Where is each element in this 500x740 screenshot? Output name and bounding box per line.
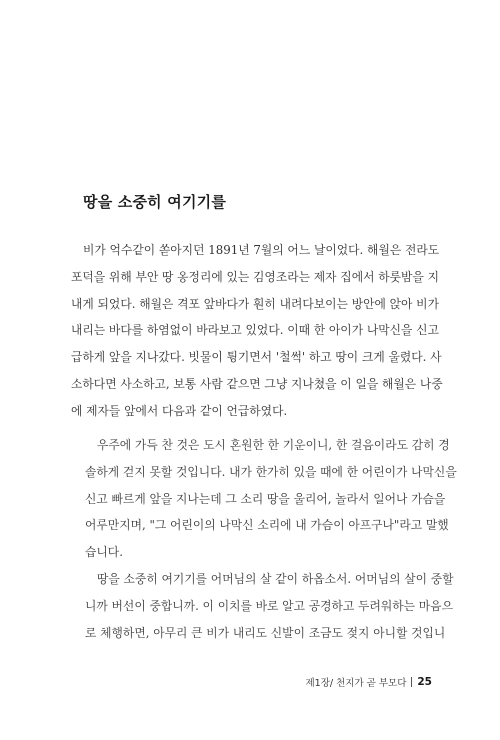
- quoted-passage: [85, 432, 457, 646]
- quote-line: 로 체행하면, 아무리 큰 비가 내리도 신발이 조금도 젖지 아니할 것입니: [85, 625, 446, 640]
- paragraph-line: 소하다면 사소하고, 보통 사람 같으면 그냥 지나쳤을 이 일을 해월은 나중: [71, 376, 443, 391]
- body-paragraph: [71, 237, 443, 425]
- quote-line: 신고 빠르게 앞을 지나는데 그 소리 땅을 울리어, 놀라서 일어나 가슴을: [85, 491, 446, 506]
- quote-line: 어루만지며, "그 어린이의 나막신 소리에 내 가슴이 아프구나"라고 말했: [85, 518, 449, 533]
- footer-divider: [411, 677, 412, 687]
- quote-line: 땅을 소중히 여기기를 어머님의 살 같이 하옵소서. 어머님의 살이 중할: [97, 571, 454, 586]
- paragraph-line: 내게 되었다. 해월은 격포 앞바다가 훤히 내려다보이는 방안에 앉아 비가: [71, 296, 439, 311]
- page-footer: [305, 675, 432, 689]
- paragraph-line: 에 제자들 앞에서 다음과 같이 언급하였다.: [71, 403, 288, 418]
- paragraph-line: 비가 억수같이 쏟아지던 1891년 7월의 어느 날이었다. 해월은 전라도: [83, 243, 440, 257]
- paragraph-line: 내리는 바다를 하염없이 바라보고 있었다. 이때 한 아이가 나막신을 신고: [71, 323, 439, 338]
- section-title: 땅을 소중히 여기기를: [83, 193, 227, 211]
- paragraph-line: 급하게 앞을 지나갔다. 빗물이 튕기면서 '철썩' 하고 땅이 크게 울렸다. 사: [71, 350, 442, 365]
- page-number: 25: [417, 676, 432, 688]
- quote-line: 우주에 가득 찬 것은 도시 혼원한 한 기운이니, 한 걸음이라도 감히 경: [97, 438, 450, 452]
- quote-line: 솔하게 걷지 못할 것입니다. 내가 한가히 있을 때에 한 어린이가 나막신을: [85, 464, 457, 479]
- quote-line: 습니다.: [85, 545, 123, 560]
- quote-line: 니까 버선이 중합니까. 이 이치를 바로 알고 공경하고 두려워하는 마음으: [85, 598, 453, 613]
- chapter-label: 제1장/ 천지가 곧 부모다: [305, 678, 407, 689]
- paragraph-line: 포덕을 위해 부안 땅 옹정리에 있는 김영조라는 제자 집에서 하룻밤을 지: [71, 269, 439, 284]
